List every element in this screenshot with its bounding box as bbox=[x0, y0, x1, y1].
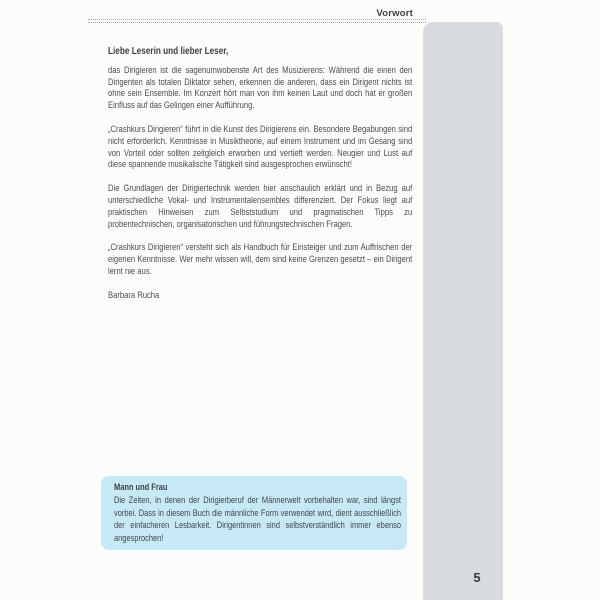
paragraph-4: „Crashkurs Dirigieren“ versteht sich als Handbuch für Einsteiger und zum Auffrischen der eigenen Kenntnisse. Wer mehr wissen will, dem sind keine Grenzen gesetzt – ein Dirigent lernt nie aus. bbox=[108, 242, 413, 276]
salutation-heading: Liebe Leserin und lieber Leser, bbox=[108, 46, 229, 57]
content-column bbox=[108, 46, 412, 302]
margin-tab bbox=[423, 22, 503, 600]
chapter-header-label: Vorwort bbox=[376, 8, 413, 19]
paragraph-3: Die Grundlagen der Dirigiertechnik werden hier anschaulich erklärt und in Bezug auf unterschiedliche Vokal- und Instrumentalensembles differenziert. Der Fokus liegt auf praktischen Hinweisen zum Selbststudium und pragmatischen Tipps zu probentechnischen, organisatorischen und führungstechnischen Fragen. bbox=[108, 183, 413, 229]
author-signature: Barbara Rucha bbox=[108, 289, 160, 300]
info-box bbox=[101, 476, 407, 550]
paragraph-1: das Dirigieren ist die sagenumwobenste Art des Musizierens: Während die einen den Dirigenten als totalen Diktator sehen, erkennen die anderen, dass ein Dirigent nichts ist ohne sein Ensemble. Im Konzert hört man von ihm keinen Laut und doch hat er großen Einfluss auf das Gelingen einer Aufführung. bbox=[108, 64, 413, 111]
paragraph-2: „Crashkurs Dirigieren“ führt in die Kunst des Dirigierens ein. Besondere Begabungen sind nicht erforderlich. Kenntnisse in Musiktheorie, auf einem Instrument und im Gesang sind von Vorteil oder sollten zeitgleich erworben und vertieft werden. Neugier und Lust auf diese spannende musikalische Tätigkeit sind ausgesprochen erwünscht! bbox=[108, 123, 413, 170]
page-number: 5 bbox=[473, 570, 481, 585]
info-box-inner bbox=[114, 481, 401, 544]
dotted-rule bbox=[88, 19, 426, 23]
info-box-title: Mann und Frau bbox=[114, 482, 168, 492]
info-box-text: Die Zeiten, in denen der Dirigierberuf der Männerwelt vorbehalten war, sind längst vorbei. Dass in diesem Buch die männliche Form verwendet wird, dient ausschließlich der einfacheren Lesbarkeit. Dirigentinnen sind selbstverständlich immer ebenso angesprochen! bbox=[114, 495, 401, 543]
